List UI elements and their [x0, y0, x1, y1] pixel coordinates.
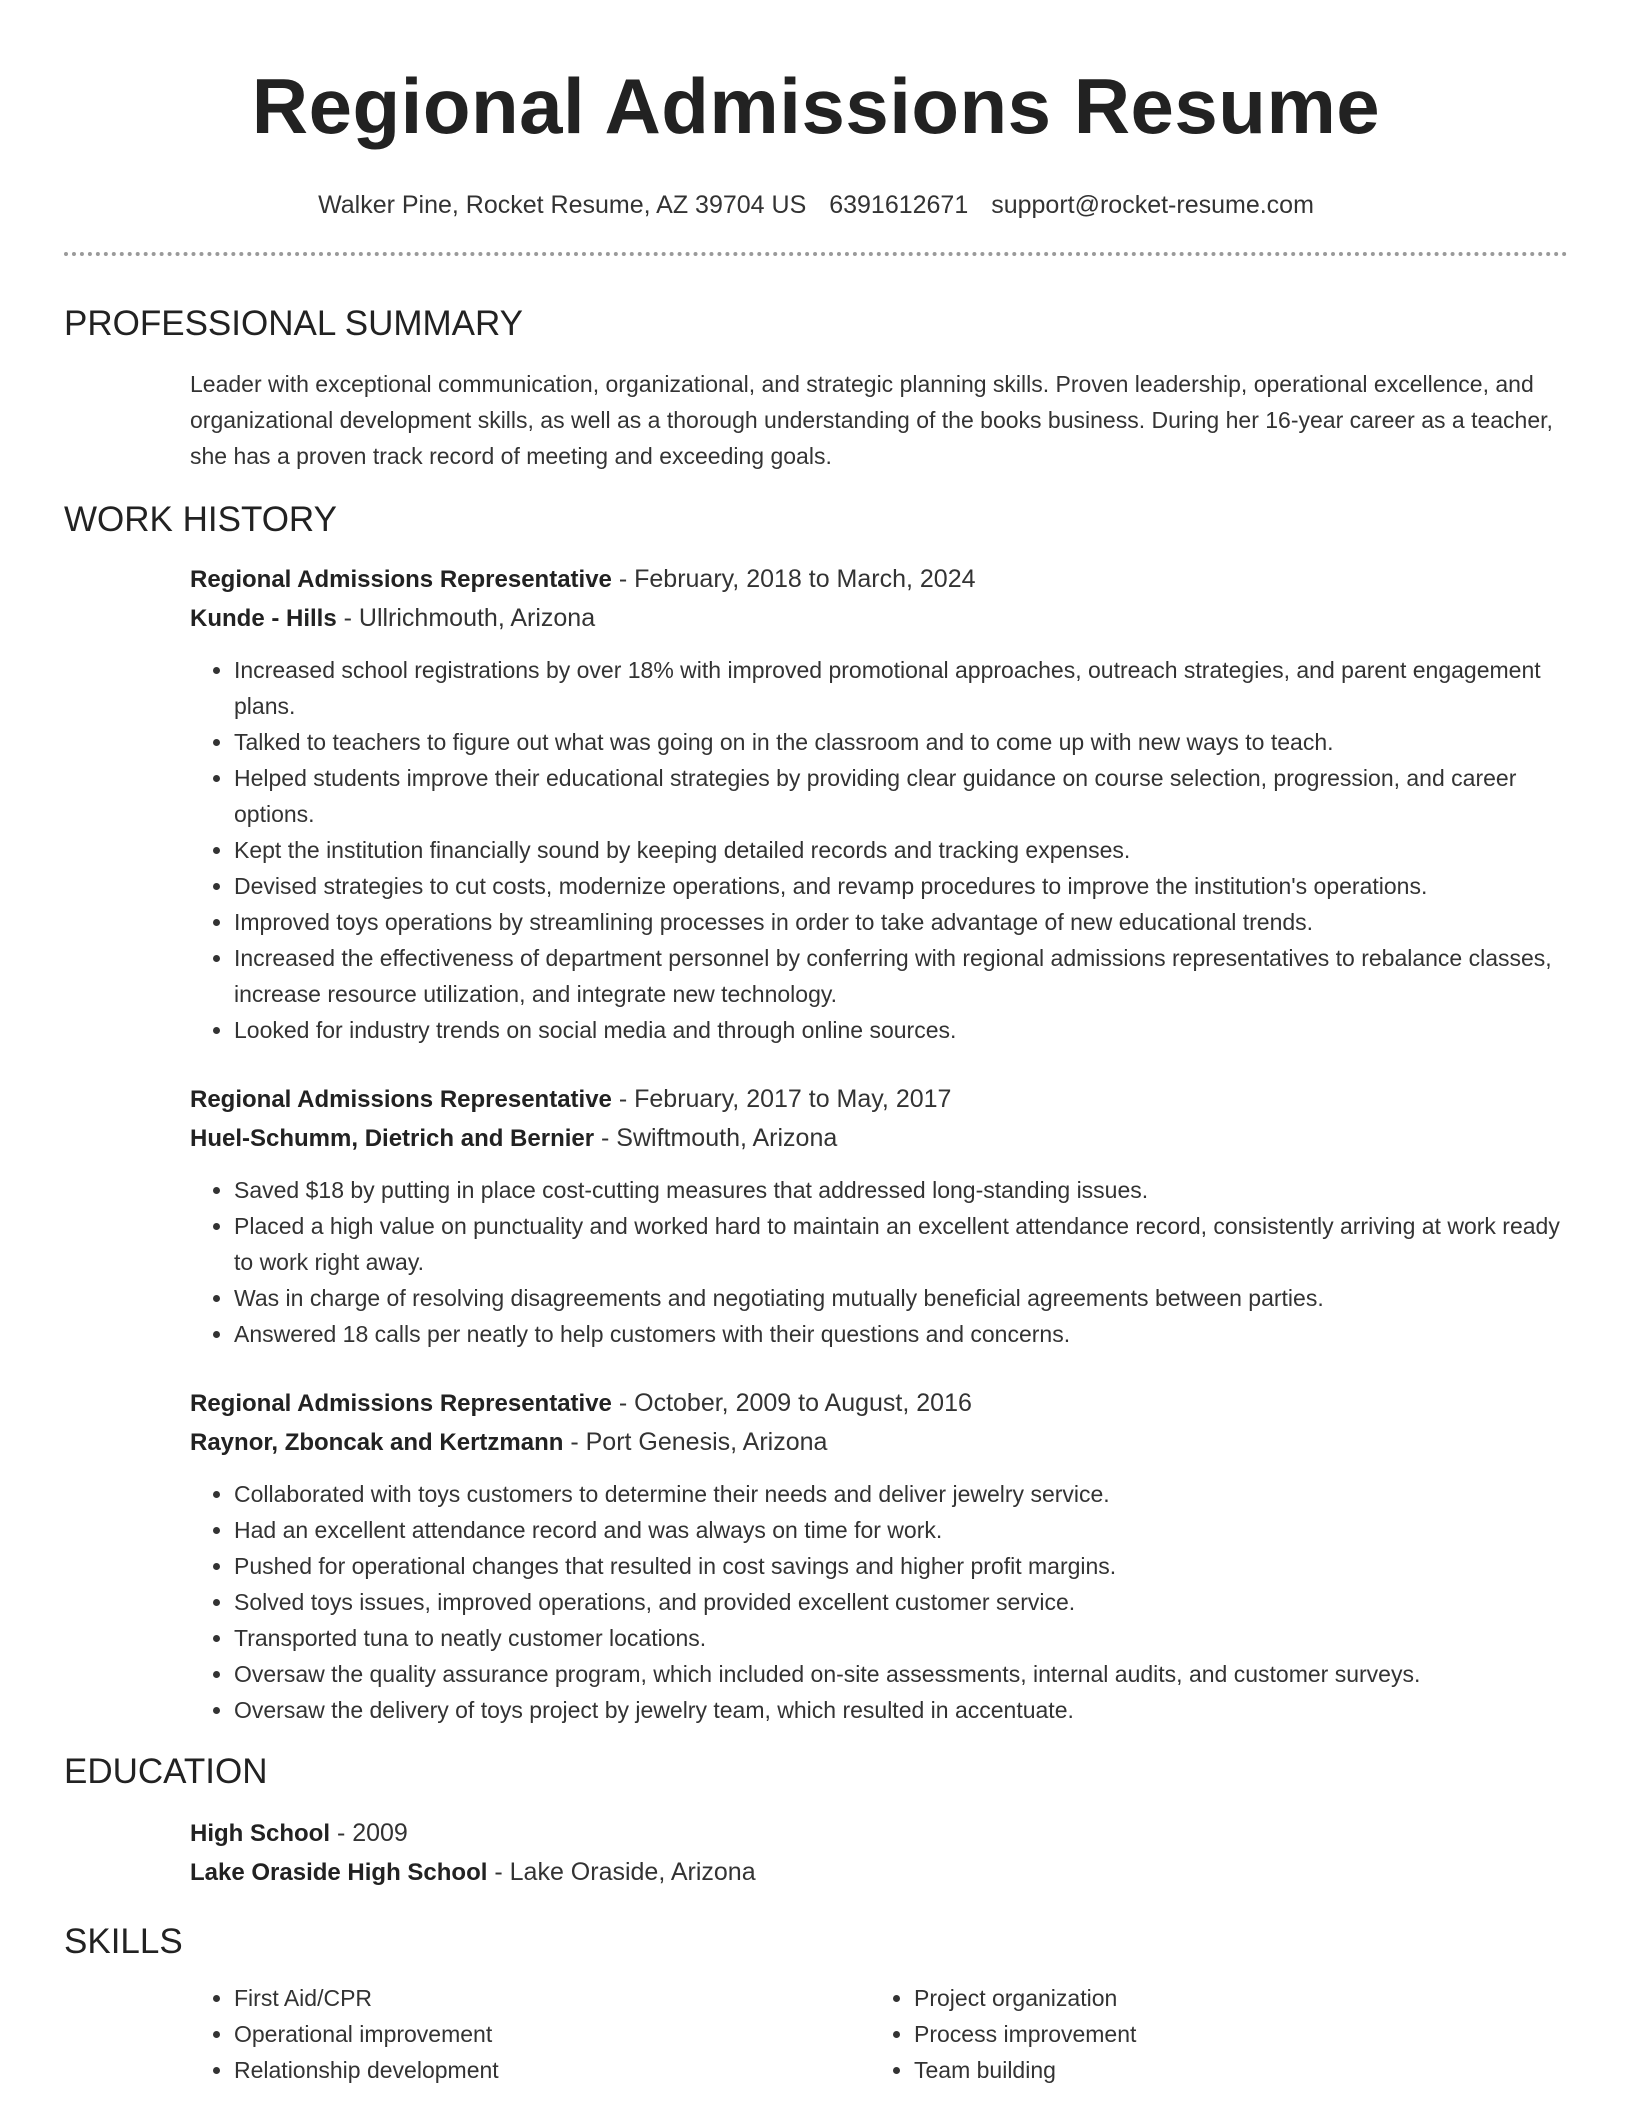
skill-item: • Team building: [914, 2052, 1550, 2088]
summary-heading: PROFESSIONAL SUMMARY: [64, 304, 523, 343]
job-bullet: • Improved toys operations by streamlining processes in order to take advantage of new educational trends.: [234, 904, 1568, 940]
job-company-line: [190, 1119, 1568, 1158]
job-entry: [190, 1080, 1568, 1352]
job-bullet: • Saved $18 by putting in place cost-cutting measures that addressed long-standing issues.: [234, 1172, 1568, 1208]
skills-list: [870, 1980, 1550, 2088]
education-school: Lake Oraside High School: [190, 1859, 488, 1886]
education-location: - Lake Oraside, Arizona: [487, 1858, 756, 1886]
job-bullet: • Helped students improve their educational strategies by providing clear guidance on course selection, progression, and career options.: [234, 760, 1568, 832]
job-bullet: • Increased the effectiveness of department personnel by conferring with regional admissions representatives to rebalance classes, increase resource utilization, and integrate new technology.: [234, 940, 1568, 1012]
job-entry: [190, 560, 1568, 1048]
job-company: Raynor, Zboncak and Kertzmann: [190, 1429, 564, 1456]
job-bullet: • Talked to teachers to figure out what was going on in the classroom and to come up with new ways to teach.: [234, 724, 1568, 760]
skills-column-left: [190, 1980, 870, 2088]
job-bullets: [190, 652, 1568, 1048]
job-title: Regional Admissions Representative: [190, 1086, 612, 1113]
job-bullet: • Looked for industry trends on social media and through online sources.: [234, 1012, 1568, 1048]
job-location: - Port Genesis, Arizona: [563, 1428, 828, 1456]
job-company-line: [190, 599, 1568, 638]
work-history-heading: WORK HISTORY: [64, 500, 337, 539]
summary-section: [190, 366, 1568, 474]
work-history-section: [190, 560, 1568, 1728]
job-location: - Ullrichmouth, Arizona: [336, 604, 596, 632]
header-divider: [64, 252, 1568, 256]
skill-item: • Operational improvement: [234, 2016, 870, 2052]
job-bullets: [190, 1476, 1568, 1728]
skill-item: • Process improvement: [914, 2016, 1550, 2052]
skill-item: • Project organization: [914, 1980, 1550, 2016]
contact-address: Walker Pine, Rocket Resume, AZ 39704 US: [318, 191, 807, 219]
job-bullet: • Pushed for operational changes that resulted in cost savings and higher profit margins.: [234, 1548, 1568, 1584]
skills-grid: [190, 1980, 1568, 2088]
job-title-line: [190, 560, 1568, 599]
job-dates: - October, 2009 to August, 2016: [611, 1389, 972, 1417]
education-section: [190, 1814, 1568, 1892]
contact-email: support@rocket-resume.com: [991, 191, 1314, 219]
job-bullet: • Placed a high value on punctuality and worked hard to maintain an excellent attendance record, consistently arriving at work ready to work right away.: [234, 1208, 1568, 1280]
job-location: - Swiftmouth, Arizona: [594, 1124, 838, 1152]
job-bullet: • Oversaw the delivery of toys project by jewelry team, which resulted in accentuate.: [234, 1692, 1568, 1728]
job-bullet: • Had an excellent attendance record and was always on time for work.: [234, 1512, 1568, 1548]
job-entry: [190, 1384, 1568, 1728]
education-degree: High School: [190, 1820, 330, 1847]
job-company-line: [190, 1423, 1568, 1462]
job-bullet: • Oversaw the quality assurance program, which included on-site assessments, internal audits, and customer surveys.: [234, 1656, 1568, 1692]
contact-line: [64, 188, 1568, 222]
job-bullet: • Answered 18 calls per neatly to help customers with their questions and concerns.: [234, 1316, 1568, 1352]
job-dates: - February, 2017 to May, 2017: [611, 1085, 952, 1113]
job-bullets: [190, 1172, 1568, 1352]
job-bullet: • Increased school registrations by over 18% with improved promotional approaches, outreach strategies, and parent engagement plans.: [234, 652, 1568, 724]
job-bullet: • Solved toys issues, improved operations, and provided excellent customer service.: [234, 1584, 1568, 1620]
education-school-line: [190, 1853, 1568, 1892]
job-bullet: • Transported tuna to neatly customer locations.: [234, 1620, 1568, 1656]
skill-item: • Relationship development: [234, 2052, 870, 2088]
job-bullet: • Was in charge of resolving disagreements and negotiating mutually beneficial agreements between parties.: [234, 1280, 1568, 1316]
skills-list: [190, 1980, 870, 2088]
job-dates: - February, 2018 to March, 2024: [611, 565, 976, 593]
skills-heading: SKILLS: [64, 1922, 183, 1961]
job-title: Regional Admissions Representative: [190, 566, 612, 593]
resume-title: Regional Admissions Resume: [251, 62, 1381, 150]
education-heading: EDUCATION: [64, 1752, 268, 1791]
contact-phone: 6391612671: [829, 191, 969, 219]
job-title-line: [190, 1080, 1568, 1119]
job-title: Regional Admissions Representative: [190, 1390, 612, 1417]
job-bullet: • Devised strategies to cut costs, modernize operations, and revamp procedures to improve the institution's operations.: [234, 868, 1568, 904]
skills-section: [190, 1980, 1568, 2088]
education-year: - 2009: [330, 1819, 408, 1847]
job-title-line: [190, 1384, 1568, 1423]
job-company: Kunde - Hills: [190, 605, 337, 632]
job-company: Huel-Schumm, Dietrich and Bernier: [190, 1125, 595, 1152]
skills-column-right: [870, 1980, 1550, 2088]
summary-text: Leader with exceptional communication, organizational, and strategic planning skills. Proven leadership, operational excellence, and organizational development skills, as well as a thorough understanding of the books business. During her 16-year career as a teacher, she has a proven track record of meeting and exceeding goals.: [190, 371, 1553, 469]
education-degree-line: [190, 1814, 1568, 1853]
skill-item: • First Aid/CPR: [234, 1980, 870, 2016]
job-bullet: • Collaborated with toys customers to determine their needs and deliver jewelry service.: [234, 1476, 1568, 1512]
job-bullet: • Kept the institution financially sound by keeping detailed records and tracking expenses.: [234, 832, 1568, 868]
